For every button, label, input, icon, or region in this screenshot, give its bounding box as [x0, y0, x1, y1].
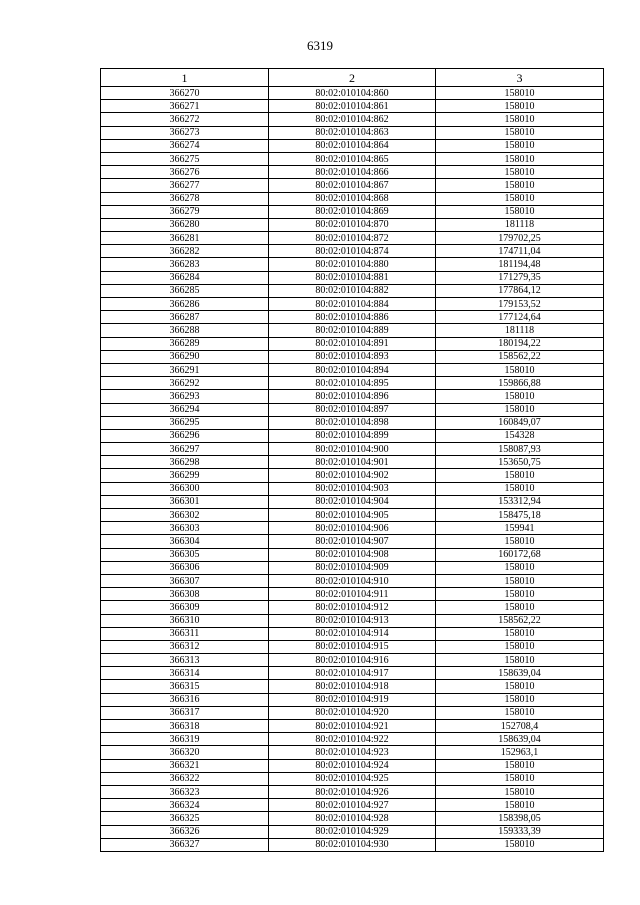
registry-number-cell: 366294: [101, 403, 269, 416]
value-cell: 158010: [436, 152, 604, 165]
table-row: [101, 482, 604, 495]
table-row: [101, 614, 604, 627]
cadastral-number-cell: 80:02:010104:912: [269, 601, 436, 614]
registry-number-cell: 366316: [101, 693, 269, 706]
registry-number-cell: 366312: [101, 640, 269, 653]
value-cell: 158639,04: [436, 667, 604, 680]
table-row: [101, 588, 604, 601]
cadastral-number-cell: 80:02:010104:893: [269, 350, 436, 363]
cadastral-number-cell: 80:02:010104:870: [269, 218, 436, 231]
table-row: [101, 87, 604, 100]
value-cell: 158562,22: [436, 350, 604, 363]
registry-number-cell: 366308: [101, 588, 269, 601]
cadastral-number-cell: 80:02:010104:896: [269, 390, 436, 403]
value-cell: 158010: [436, 561, 604, 574]
cadastral-number-cell: 80:02:010104:897: [269, 403, 436, 416]
cadastral-number-cell: 80:02:010104:872: [269, 232, 436, 245]
value-cell: 158010: [436, 100, 604, 113]
cadastral-number-cell: 80:02:010104:920: [269, 706, 436, 719]
cadastral-number-cell: 80:02:010104:860: [269, 87, 436, 100]
cadastral-number-cell: 80:02:010104:916: [269, 654, 436, 667]
registry-number-cell: 366278: [101, 192, 269, 205]
table-row: [101, 403, 604, 416]
table-row: [101, 298, 604, 311]
table-row: [101, 627, 604, 640]
registry-number-cell: 366296: [101, 429, 269, 442]
registry-number-cell: 366287: [101, 311, 269, 324]
registry-number-cell: 366291: [101, 363, 269, 376]
registry-number-cell: 366307: [101, 574, 269, 587]
registry-number-cell: 366275: [101, 152, 269, 165]
registry-number-cell: 366323: [101, 785, 269, 798]
registry-number-cell: 366318: [101, 720, 269, 733]
table-row: [101, 495, 604, 508]
value-cell: 158010: [436, 403, 604, 416]
registry-number-cell: 366286: [101, 298, 269, 311]
registry-number-cell: 366302: [101, 509, 269, 522]
value-cell: 160172,68: [436, 548, 604, 561]
table-row: [101, 746, 604, 759]
table-row: [101, 100, 604, 113]
value-cell: 158010: [436, 574, 604, 587]
table-row: [101, 509, 604, 522]
cadastral-number-cell: 80:02:010104:927: [269, 799, 436, 812]
column-header-3: 3: [436, 69, 604, 87]
table-row: [101, 311, 604, 324]
value-cell: 158010: [436, 654, 604, 667]
cadastral-number-cell: 80:02:010104:928: [269, 812, 436, 825]
registry-number-cell: 366293: [101, 390, 269, 403]
cadastral-number-cell: 80:02:010104:894: [269, 363, 436, 376]
cadastral-number-cell: 80:02:010104:914: [269, 627, 436, 640]
table-body: [101, 87, 604, 852]
value-cell: 159941: [436, 522, 604, 535]
value-cell: 158010: [436, 759, 604, 772]
registry-number-cell: 366281: [101, 232, 269, 245]
value-cell: 158010: [436, 693, 604, 706]
table-row: [101, 706, 604, 719]
table-row: [101, 192, 604, 205]
registry-number-cell: 366280: [101, 218, 269, 231]
cadastral-number-cell: 80:02:010104:884: [269, 298, 436, 311]
table-row: [101, 139, 604, 152]
table-row: [101, 113, 604, 126]
table-row: [101, 337, 604, 350]
value-cell: 158562,22: [436, 614, 604, 627]
cadastral-number-cell: 80:02:010104:918: [269, 680, 436, 693]
value-cell: 158010: [436, 469, 604, 482]
registry-number-cell: 366295: [101, 416, 269, 429]
value-cell: 158010: [436, 627, 604, 640]
registry-number-cell: 366310: [101, 614, 269, 627]
registry-number-cell: 366324: [101, 799, 269, 812]
value-cell: 158010: [436, 192, 604, 205]
table-row: [101, 561, 604, 574]
registry-number-cell: 366279: [101, 205, 269, 218]
cadastral-number-cell: 80:02:010104:862: [269, 113, 436, 126]
table-row: [101, 759, 604, 772]
cadastral-number-cell: 80:02:010104:898: [269, 416, 436, 429]
cadastral-number-cell: 80:02:010104:915: [269, 640, 436, 653]
table-row: [101, 443, 604, 456]
table-row: [101, 258, 604, 271]
cadastral-number-cell: 80:02:010104:908: [269, 548, 436, 561]
registry-number-cell: 366273: [101, 126, 269, 139]
cadastral-number-cell: 80:02:010104:910: [269, 574, 436, 587]
registry-number-cell: 366300: [101, 482, 269, 495]
table-row: [101, 772, 604, 785]
page-number: 6319: [307, 38, 333, 53]
value-cell: 159333,39: [436, 825, 604, 838]
table-row: [101, 363, 604, 376]
value-cell: 158010: [436, 785, 604, 798]
table-header: [101, 69, 604, 87]
cadastral-number-cell: 80:02:010104:905: [269, 509, 436, 522]
cadastral-number-cell: 80:02:010104:911: [269, 588, 436, 601]
cadastral-number-cell: 80:02:010104:895: [269, 377, 436, 390]
value-cell: 152708,4: [436, 720, 604, 733]
registry-number-cell: 366314: [101, 667, 269, 680]
registry-number-cell: 366325: [101, 812, 269, 825]
registry-number-cell: 366284: [101, 271, 269, 284]
value-cell: 158010: [436, 87, 604, 100]
table-row: [101, 377, 604, 390]
registry-number-cell: 366272: [101, 113, 269, 126]
value-cell: 152963,1: [436, 746, 604, 759]
value-cell: 158010: [436, 113, 604, 126]
cadastral-number-cell: 80:02:010104:886: [269, 311, 436, 324]
cadastral-number-cell: 80:02:010104:901: [269, 456, 436, 469]
value-cell: 177864,12: [436, 284, 604, 297]
cadastral-number-cell: 80:02:010104:917: [269, 667, 436, 680]
value-cell: 153312,94: [436, 495, 604, 508]
table-row: [101, 284, 604, 297]
registry-number-cell: 366306: [101, 561, 269, 574]
value-cell: 158010: [436, 680, 604, 693]
value-cell: 158398,05: [436, 812, 604, 825]
value-cell: 160849,07: [436, 416, 604, 429]
registry-number-cell: 366309: [101, 601, 269, 614]
cadastral-number-cell: 80:02:010104:882: [269, 284, 436, 297]
registry-number-cell: 366283: [101, 258, 269, 271]
table-row: [101, 654, 604, 667]
cadastral-number-cell: 80:02:010104:903: [269, 482, 436, 495]
table-row: [101, 179, 604, 192]
table-row: [101, 825, 604, 838]
table-row: [101, 416, 604, 429]
value-cell: 180194,22: [436, 337, 604, 350]
table-row: [101, 324, 604, 337]
cadastral-number-cell: 80:02:010104:863: [269, 126, 436, 139]
registry-number-cell: 366289: [101, 337, 269, 350]
table-row: [101, 799, 604, 812]
table-row: [101, 720, 604, 733]
value-cell: 158010: [436, 390, 604, 403]
cadastral-number-cell: 80:02:010104:926: [269, 785, 436, 798]
value-cell: 153650,75: [436, 456, 604, 469]
table-row: [101, 271, 604, 284]
registry-number-cell: 366322: [101, 772, 269, 785]
table-row: [101, 733, 604, 746]
registry-number-cell: 366285: [101, 284, 269, 297]
registry-number-cell: 366288: [101, 324, 269, 337]
cadastral-number-cell: 80:02:010104:922: [269, 733, 436, 746]
table-row: [101, 812, 604, 825]
registry-number-cell: 366304: [101, 535, 269, 548]
table-row: [101, 152, 604, 165]
registry-number-cell: 366299: [101, 469, 269, 482]
cadastral-number-cell: 80:02:010104:919: [269, 693, 436, 706]
value-cell: 158010: [436, 179, 604, 192]
registry-number-cell: 366301: [101, 495, 269, 508]
value-cell: 158010: [436, 799, 604, 812]
table-row: [101, 350, 604, 363]
table-row: [101, 522, 604, 535]
table-row: [101, 601, 604, 614]
table-row: [101, 218, 604, 231]
cadastral-number-cell: 80:02:010104:868: [269, 192, 436, 205]
cadastral-number-cell: 80:02:010104:930: [269, 838, 436, 851]
value-cell: 174711,04: [436, 245, 604, 258]
registry-number-cell: 366271: [101, 100, 269, 113]
table-row: [101, 245, 604, 258]
cadastral-number-cell: 80:02:010104:929: [269, 825, 436, 838]
cadastral-number-cell: 80:02:010104:904: [269, 495, 436, 508]
value-cell: 158639,04: [436, 733, 604, 746]
registry-number-cell: 366311: [101, 627, 269, 640]
cadastral-number-cell: 80:02:010104:864: [269, 139, 436, 152]
registry-number-cell: 366290: [101, 350, 269, 363]
cadastral-number-cell: 80:02:010104:923: [269, 746, 436, 759]
value-cell: 158010: [436, 535, 604, 548]
value-cell: 179153,52: [436, 298, 604, 311]
cadastral-number-cell: 80:02:010104:861: [269, 100, 436, 113]
registry-number-cell: 366303: [101, 522, 269, 535]
table-row: [101, 640, 604, 653]
table-row: [101, 469, 604, 482]
cadastral-number-cell: 80:02:010104:865: [269, 152, 436, 165]
header-row: [101, 69, 604, 87]
registry-number-cell: 366313: [101, 654, 269, 667]
registry-number-cell: 366326: [101, 825, 269, 838]
table-row: [101, 548, 604, 561]
value-cell: 158010: [436, 588, 604, 601]
cadastral-number-cell: 80:02:010104:874: [269, 245, 436, 258]
data-table: [100, 68, 604, 852]
registry-number-cell: 366321: [101, 759, 269, 772]
table-row: [101, 535, 604, 548]
table-row: [101, 838, 604, 851]
registry-number-cell: 366315: [101, 680, 269, 693]
cadastral-number-cell: 80:02:010104:921: [269, 720, 436, 733]
cadastral-number-cell: 80:02:010104:889: [269, 324, 436, 337]
table-row: [101, 680, 604, 693]
cadastral-number-cell: 80:02:010104:925: [269, 772, 436, 785]
value-cell: 158010: [436, 772, 604, 785]
value-cell: 159866,88: [436, 377, 604, 390]
column-header-2: 2: [269, 69, 436, 87]
value-cell: 158010: [436, 139, 604, 152]
table-row: [101, 205, 604, 218]
value-cell: 171279,35: [436, 271, 604, 284]
cadastral-number-cell: 80:02:010104:902: [269, 469, 436, 482]
registry-number-cell: 366298: [101, 456, 269, 469]
cadastral-number-cell: 80:02:010104:906: [269, 522, 436, 535]
cadastral-number-cell: 80:02:010104:866: [269, 166, 436, 179]
table-row: [101, 232, 604, 245]
cadastral-number-cell: 80:02:010104:913: [269, 614, 436, 627]
value-cell: 181194,48: [436, 258, 604, 271]
table-row: [101, 390, 604, 403]
cadastral-number-cell: 80:02:010104:900: [269, 443, 436, 456]
value-cell: 158010: [436, 640, 604, 653]
table-row: [101, 667, 604, 680]
table-row: [101, 429, 604, 442]
value-cell: 181118: [436, 218, 604, 231]
registry-number-cell: 366277: [101, 179, 269, 192]
registry-number-cell: 366292: [101, 377, 269, 390]
value-cell: 158010: [436, 482, 604, 495]
registry-number-cell: 366297: [101, 443, 269, 456]
cadastral-number-cell: 80:02:010104:881: [269, 271, 436, 284]
value-cell: 154328: [436, 429, 604, 442]
value-cell: 158010: [436, 706, 604, 719]
value-cell: 158010: [436, 601, 604, 614]
table-row: [101, 456, 604, 469]
cadastral-number-cell: 80:02:010104:880: [269, 258, 436, 271]
cadastral-number-cell: 80:02:010104:867: [269, 179, 436, 192]
registry-number-cell: 366274: [101, 139, 269, 152]
value-cell: 158010: [436, 166, 604, 179]
cadastral-number-cell: 80:02:010104:891: [269, 337, 436, 350]
value-cell: 158475,18: [436, 509, 604, 522]
registry-number-cell: 366276: [101, 166, 269, 179]
registry-number-cell: 366317: [101, 706, 269, 719]
value-cell: 158087,93: [436, 443, 604, 456]
value-cell: 158010: [436, 363, 604, 376]
value-cell: 158010: [436, 126, 604, 139]
value-cell: 158010: [436, 838, 604, 851]
value-cell: 177124,64: [436, 311, 604, 324]
registry-number-cell: 366270: [101, 87, 269, 100]
table-row: [101, 126, 604, 139]
column-header-1: 1: [101, 69, 269, 87]
cadastral-number-cell: 80:02:010104:869: [269, 205, 436, 218]
cadastral-number-cell: 80:02:010104:899: [269, 429, 436, 442]
table-row: [101, 166, 604, 179]
cadastral-number-cell: 80:02:010104:907: [269, 535, 436, 548]
registry-number-cell: 366305: [101, 548, 269, 561]
table-row: [101, 574, 604, 587]
value-cell: 158010: [436, 205, 604, 218]
value-cell: 179702,25: [436, 232, 604, 245]
cadastral-number-cell: 80:02:010104:909: [269, 561, 436, 574]
table-row: [101, 693, 604, 706]
value-cell: 181118: [436, 324, 604, 337]
registry-number-cell: 366327: [101, 838, 269, 851]
table-row: [101, 785, 604, 798]
registry-number-cell: 366320: [101, 746, 269, 759]
registry-number-cell: 366282: [101, 245, 269, 258]
cadastral-number-cell: 80:02:010104:924: [269, 759, 436, 772]
registry-number-cell: 366319: [101, 733, 269, 746]
